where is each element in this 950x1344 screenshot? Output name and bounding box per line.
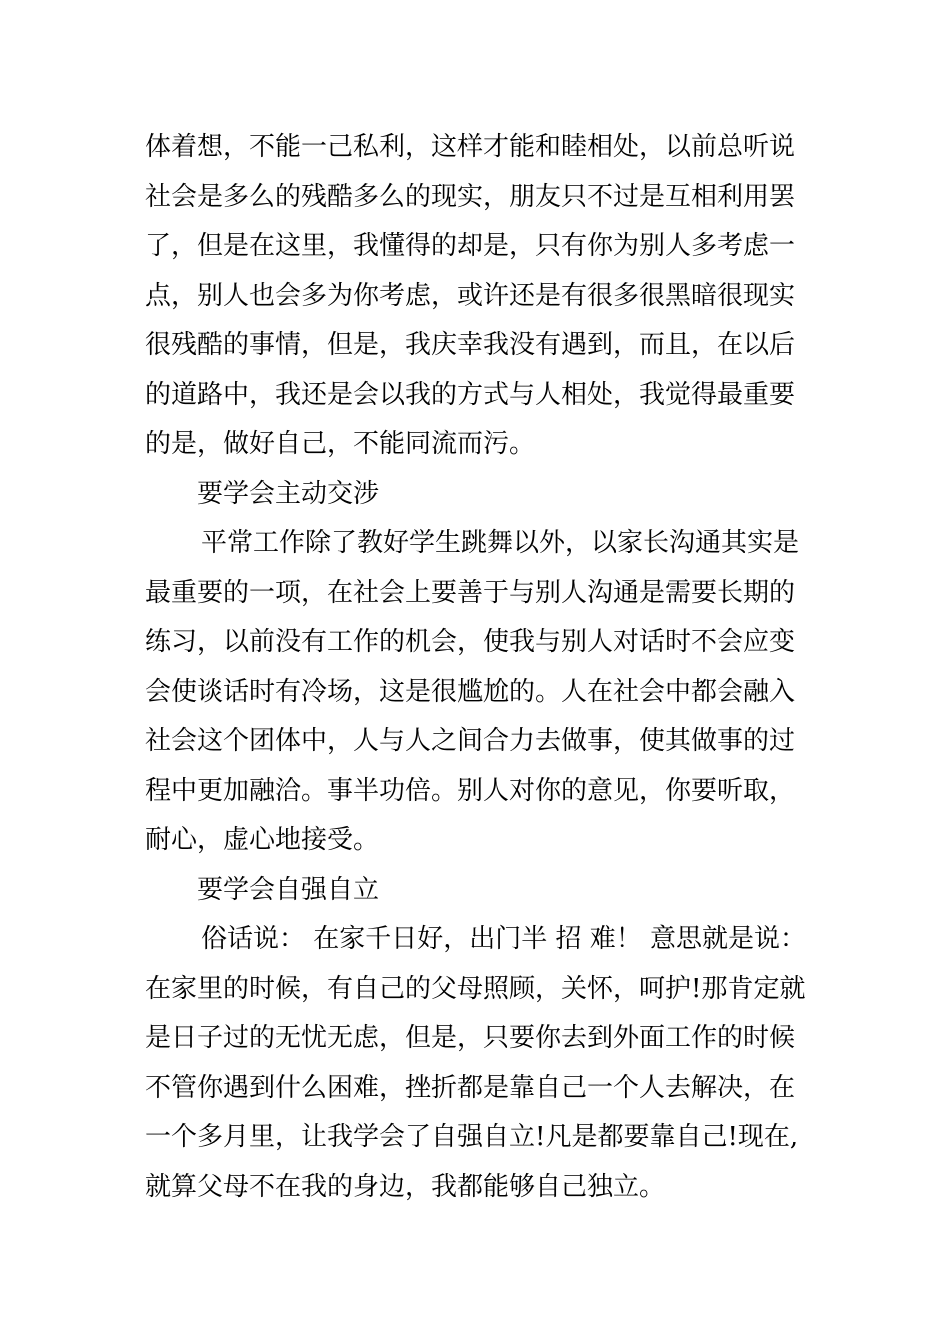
section-heading: 要学会自强自立 (197, 874, 380, 905)
text-line: 最重要的一项，在社会上要善于与别人沟通是需要长期的 (145, 577, 796, 608)
text-line: 会使谈话时有冷场，这是很尴尬的。人在社会中都会融入 (145, 676, 796, 707)
text-line: 一个多月里，让我学会了自强自立!凡是都要靠自己!现在, (145, 1122, 799, 1152)
text-line: 练习，以前没有工作的机会，使我与别人对话时不会应变 (145, 627, 796, 657)
body-text (145, 123, 825, 1212)
text-line: 了，但是在这里，我懂得的却是，只有你为别人多考虑一 (145, 231, 796, 261)
text-line: 程中更加融洽。事半功倍。别人对你的意见，你要听取， (145, 775, 796, 806)
text-line: 俗话说： 在家千日好，出门半 招 难！ 意思就是说： (201, 924, 807, 954)
text-line: 很残酷的事情，但是，我庆幸我没有遇到，而且，在以后 (145, 330, 796, 360)
text-line: 社会这个团体中，人与人之间合力去做事，使其做事的过 (145, 726, 796, 756)
text-line: 在家里的时候，有自己的父母照顾，关怀，呵护!那肯定就 (145, 973, 806, 1004)
text-line: 就算父母不在我的身边，我都能够自己独立。 (145, 1171, 666, 1202)
text-line: 平常工作除了教好学生跳舞以外，以家长沟通其实是 (201, 528, 800, 558)
text-line: 点，别人也会多为你考虑，或许还是有很多很黑暗很现实 (145, 280, 796, 311)
text-line: 的道路中，我还是会以我的方式与人相处，我觉得最重要 (145, 379, 796, 410)
text-line: 体着想，不能一己私利，这样才能和睦相处，以前总听说 (145, 132, 796, 162)
section-heading: 要学会主动交涉 (197, 478, 380, 509)
text-line: 社会是多么的残酷多么的现实，朋友只不过是互相利用罢 (145, 181, 796, 212)
text-line: 不管你遇到什么困难，挫折都是靠自己一个人去解决，在 (145, 1072, 796, 1103)
text-line: 耐心，虚心地接受。 (145, 825, 380, 855)
text-line: 的是，做好自己，不能同流而污。 (145, 429, 536, 459)
text-line: 是日子过的无忧无虑，但是，只要你去到外面工作的时候 (145, 1023, 796, 1053)
